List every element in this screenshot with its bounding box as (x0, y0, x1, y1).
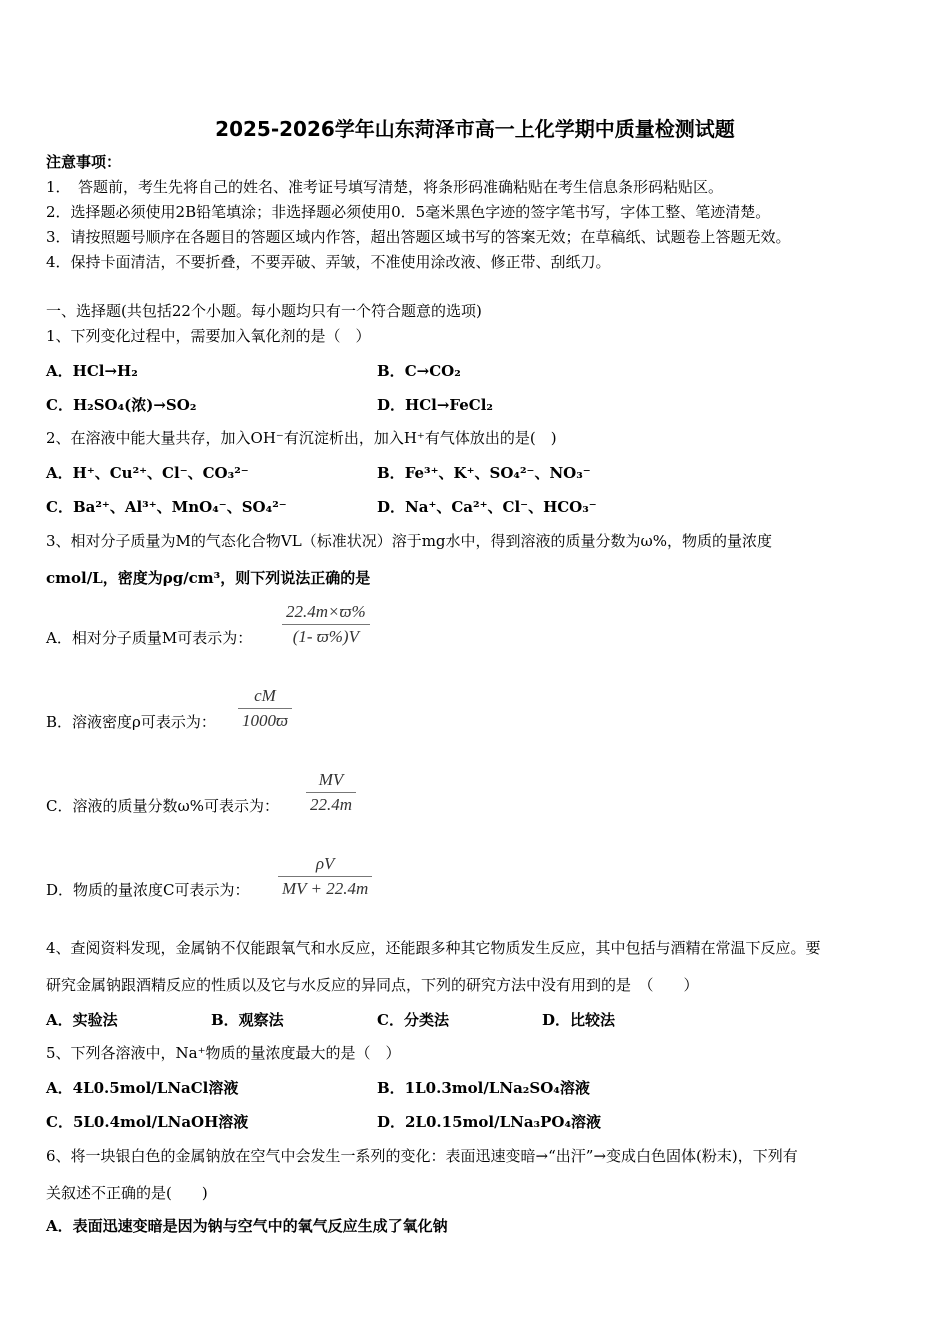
q1-option-b: B．C→CO₂ (377, 362, 461, 380)
q5-option-b: B．1L0.3mol/LNa₂SO₄溶液 (377, 1079, 590, 1097)
notice-item: 3．请按照题号顺序在各题目的答题区域内作答，超出答题区域书写的答案无效；在草稿纸、试题卷上答题无效。 (46, 228, 791, 246)
q1-option-d: D．HCl→FeCl₂ (377, 396, 493, 414)
page-title: 2025-2026学年山东菏泽市高一上化学期中质量检测试题 (215, 117, 735, 141)
q3-c-fraction: $\frac{MV}{22.4m}$ (306, 770, 356, 815)
question-1-stem: 1、下列变化过程中，需要加入氧化剂的是（ ） (46, 327, 371, 345)
q4-option-d: D．比较法 (542, 1011, 616, 1029)
q3-option-c: C．溶液的质量分数ω%可表示为： (46, 797, 279, 815)
q3-b-fraction: $\frac{cM}{1000ϖ}$ (238, 686, 292, 731)
q4-option-a: A．实验法 (46, 1011, 118, 1029)
q5-option-a: A．4L0.5mol/LNaCl溶液 (46, 1079, 239, 1097)
q2-option-d: D．Na⁺、Ca²⁺、Cl⁻、HCO₃⁻ (377, 498, 597, 516)
q3-option-d: D．物质的量浓度C可表示为： (46, 881, 250, 899)
question-4-stem: 4、查阅资料发现，金属钠不仅能跟氧气和水反应，还能跟多种其它物质发生反应，其中包括与酒精在常温下反应。要 (46, 939, 821, 957)
question-4-stem-cont: 研究金属钠跟酒精反应的性质以及它与水反应的异同点，下列的研究方法中没有用到的是 （ ） (46, 976, 699, 994)
q1-option-a: A．HCl→H₂ (46, 362, 138, 380)
q2-option-b: B．Fe³⁺、K⁺、SO₄²⁻、NO₃⁻ (377, 464, 591, 482)
question-2-stem: 2、在溶液中能大量共存，加入OH⁻有沉淀析出，加入H⁺有气体放出的是( ) (46, 429, 557, 447)
section-heading: 一、选择题(共包括22个小题。每小题均只有一个符合题意的选项) (46, 302, 482, 320)
question-6-stem-cont: 关叙述不正确的是( ) (46, 1184, 208, 1202)
q3-option-b: B．溶液密度ρ可表示为： (46, 713, 216, 731)
q5-option-c: C．5L0.4mol/LNaOH溶液 (46, 1113, 249, 1131)
question-6-stem: 6、将一块银白色的金属钠放在空气中会发生一系列的变化：表面迅速变暗→“出汗”→变成白色固体(粉末)，下列有 (46, 1147, 798, 1165)
q5-option-d: D．2L0.15mol/LNa₃PO₄溶液 (377, 1113, 602, 1131)
q4-option-b: B．观察法 (211, 1011, 284, 1029)
q1-option-c: C．H₂SO₄(浓)→SO₂ (46, 396, 197, 414)
question-5-stem: 5、下列各溶液中，Na⁺物质的量浓度最大的是（ ） (46, 1044, 401, 1062)
notice-item: 2．选择题必须使用2B铅笔填涂；非选择题必须使用0．5毫米黑色字迹的签字笔书写，字体工整、笔迹清楚。 (46, 203, 771, 221)
q3-d-fraction: $\frac{\rho V}{MV + 22.4m}$ (278, 854, 372, 899)
notice-item: 1． 答题前，考生先将自己的姓名、准考证号填写清楚，将条形码准确粘贴在考生信息条形码粘贴区。 (46, 178, 724, 196)
q6-option-a: A．表面迅速变暗是因为钠与空气中的氧气反应生成了氧化钠 (46, 1217, 448, 1235)
question-3-stem-cont: cmol/L，密度为ρg/cm³，则下列说法正确的是 (46, 569, 371, 587)
q4-option-c: C．分类法 (377, 1011, 449, 1029)
question-3-stem: 3、相对分子质量为M的气态化合物VL（标准状况）溶于mg水中，得到溶液的质量分数为ω%，物质的量浓度 (46, 532, 773, 550)
q2-option-c: C．Ba²⁺、Al³⁺、MnO₄⁻、SO₄²⁻ (46, 498, 287, 516)
q2-option-a: A．H⁺、Cu²⁺、Cl⁻、CO₃²⁻ (46, 464, 249, 482)
q3-a-fraction: $\frac{22.4m\times ϖ\%}{(1- ϖ\%)V}$ (282, 602, 370, 647)
notice-item: 4．保持卡面清洁，不要折叠，不要弄破、弄皱，不准使用涂改液、修正带、刮纸刀。 (46, 253, 611, 271)
notice-header: 注意事项： (46, 153, 122, 171)
q3-option-a: A．相对分子质量M可表示为： (46, 629, 253, 647)
